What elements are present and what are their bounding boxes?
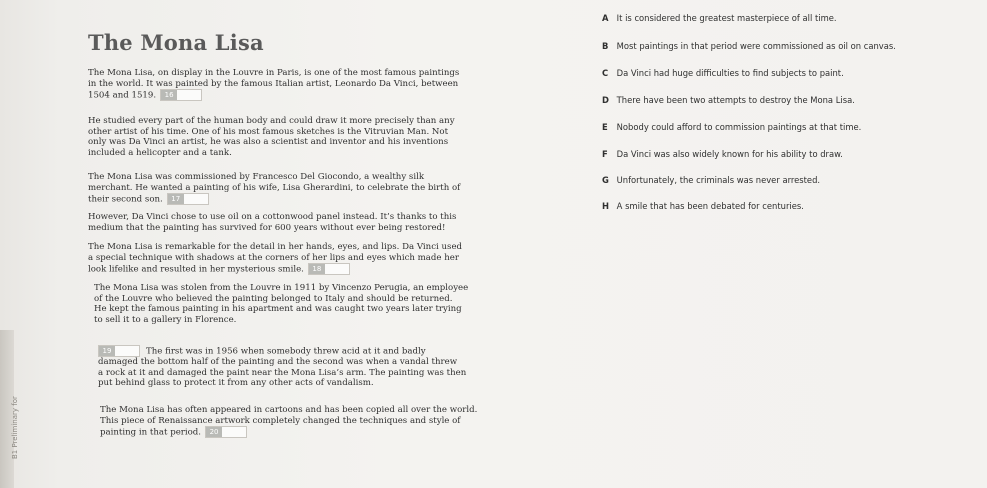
option-letter: F [602, 149, 608, 159]
title-main: The Mona Lisa [88, 30, 264, 55]
gap-number: 16 [161, 90, 177, 100]
gap-number: 19 [99, 346, 115, 356]
gap-number: 17 [168, 194, 184, 204]
p4-line-1: However, Da Vinci chose to use oil on a cottonwood panel instead. It’s thanks to this [88, 212, 457, 222]
option-letter: B [602, 41, 609, 51]
answer-gap-19[interactable] [98, 345, 140, 357]
answer-gap-17[interactable] [167, 193, 209, 205]
spine-text: B1 Preliminary for [11, 396, 19, 459]
p8-line-2: This piece of Renaissance artwork completely changed the techniques and style of [100, 415, 461, 426]
option-g[interactable] [602, 175, 820, 185]
p4-line-2: medium that the painting has survived for 600 years without ever being restored! [88, 222, 446, 233]
option-letter: A [602, 13, 609, 23]
p7-line-3: a rock at it and damaged the paint near the Mona Lisa’s arm. The painting was then [98, 367, 467, 378]
option-letter: C [602, 68, 609, 78]
option-c[interactable] [602, 68, 844, 78]
option-text: A smile that has been debated for centuries. [616, 201, 804, 211]
paragraph-4 [88, 212, 456, 233]
p1-line-2: in the world. It was painted by the famous Italian artist, Leonardo Da Vinci, between [88, 78, 459, 89]
option-e[interactable] [602, 122, 861, 132]
p6-line-3: He kept the famous painting in his apartment and was caught two years later trying [94, 304, 462, 315]
option-h[interactable] [602, 201, 804, 211]
p3-line-1: The Mona Lisa was commissioned by Francesco Del Giocondo, a wealthy silk [88, 172, 425, 182]
p3-line-3: their second son. [88, 194, 163, 205]
answer-gap-18[interactable] [308, 263, 350, 275]
option-text: Nobody could afford to commission paintings at that time. [616, 122, 862, 132]
option-d[interactable] [602, 95, 855, 105]
p7-line-2: damaged the bottom half of the painting and the second was when a vandal threw [98, 357, 458, 368]
option-text: Most paintings in that period were commissioned as oil on canvas. [616, 41, 896, 51]
gap-number: 18 [309, 264, 325, 274]
p6-line-2: of the Louvre who believed the painting belonged to Italy and should be returned. [94, 293, 453, 304]
p2-line-1: He studied every part of the human body and could draw it more precisely than any [88, 116, 455, 126]
p5-line-2: a special technique with shadows at the corners of her lips and eyes which made her [88, 252, 459, 263]
p3-line-2: merchant. He wanted a painting of his wife, Lisa Gherardini, to celebrate the birth of [88, 182, 461, 193]
answer-gap-20[interactable] [205, 426, 247, 438]
option-f[interactable] [602, 149, 843, 159]
option-a[interactable] [602, 13, 837, 23]
p7-line-1: The first was in 1956 when somebody threw acid at it and badly [146, 346, 426, 357]
p1-line-1: The Mona Lisa, on display in the Louvre in Paris, is one of the most famous paintings [88, 68, 460, 78]
option-text: Unfortunately, the criminals was never arrested. [616, 175, 821, 185]
option-text: It is considered the greatest masterpiece of all time. [616, 13, 837, 23]
paragraph-1 [88, 68, 459, 101]
p2-line-2: other artist of his time. One of his most famous sketches is the Vitruvian Man. Not [88, 126, 449, 137]
gap-number: 20 [206, 427, 222, 437]
paragraph-5 [88, 242, 462, 275]
p1-line-3: 1504 and 1519. [88, 90, 157, 101]
p6-line-1: The Mona Lisa was stolen from the Louvre in 1911 by Vincenzo Perugia, an employee [94, 283, 469, 293]
p8-line-1: The Mona Lisa has often appeared in cartoons and has been copied all over the world. [100, 405, 478, 415]
option-letter: G [602, 175, 609, 185]
option-text: Da Vinci was also widely known for his ability to draw. [616, 149, 843, 159]
p2-line-3: only was Da Vinci an artist, he was also a scientist and inventor and his inventions [88, 137, 449, 148]
option-letter: D [602, 95, 609, 105]
option-b[interactable] [602, 41, 896, 51]
p6-line-4: to sell it to a gallery in Florence. [94, 314, 237, 325]
paragraph-6 [94, 283, 468, 325]
p7-line-4: put behind glass to protect it from any other acts of vandalism. [98, 378, 374, 389]
paragraph-8 [100, 405, 477, 438]
p2-line-4: included a helicopter and a tank. [88, 147, 232, 158]
option-text: There have been two attempts to destroy the Mona Lisa. [616, 95, 855, 105]
p5-line-3: look lifelike and resulted in her mysterious smile. [88, 264, 304, 275]
option-letter: H [602, 201, 610, 211]
option-text: Da Vinci had huge difficulties to find subjects to paint. [616, 68, 844, 78]
answer-gap-16[interactable] [160, 89, 202, 101]
p8-line-3: painting in that period. [100, 427, 202, 438]
page-title [88, 30, 264, 55]
p5-line-1: The Mona Lisa is remarkable for the detail in her hands, eyes, and lips. Da Vinci used [88, 242, 463, 252]
option-letter: E [602, 122, 608, 132]
paragraph-3 [88, 172, 460, 205]
paragraph-7 [98, 345, 466, 389]
paragraph-2 [88, 116, 455, 158]
